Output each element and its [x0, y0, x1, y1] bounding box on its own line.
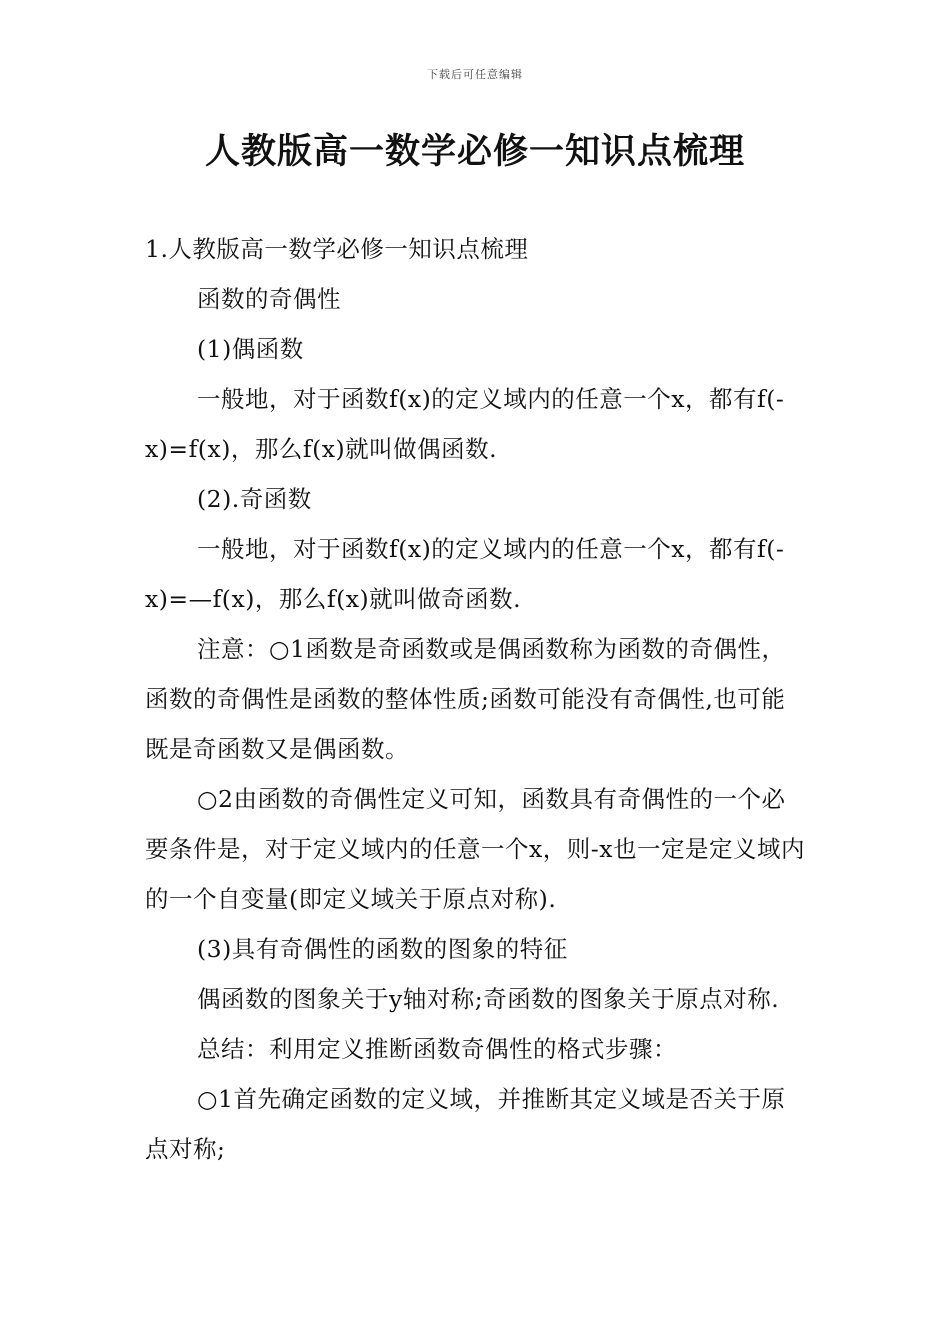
- paragraph: 总结：利用定义推断函数奇偶性的格式步骤：: [197, 1035, 677, 1063]
- paragraph: 偶函数的图象关于y轴对称;奇函数的图象关于原点对称.: [197, 985, 780, 1013]
- paragraph: 一般地，对于函数f(x)的定义域内的任意一个x，都有f(-x)=—f(x)，那么f(x)就叫做奇函数.: [145, 535, 785, 613]
- document-body: [145, 224, 807, 1174]
- paragraph: (2).奇函数: [197, 485, 312, 513]
- paragraph: (3)具有奇偶性的函数的图象的特征: [197, 935, 568, 963]
- paragraph: 注意：○1函数是奇函数或是偶函数称为函数的奇偶性，函数的奇偶性是函数的整体性质;函数可能没有奇偶性,也可能既是奇函数又是偶函数。: [145, 635, 786, 763]
- document-title: 人教版高一数学必修一知识点梳理: [204, 132, 745, 172]
- paragraph: ○1首先确定函数的定义域，并推断其定义域是否关于原点对称;: [145, 1085, 786, 1163]
- header-note: 下载后可任意编辑: [427, 68, 523, 81]
- paragraph: 函数的奇偶性: [197, 285, 341, 313]
- paragraph: (1)偶函数: [197, 335, 304, 363]
- paragraph: 一般地，对于函数f(x)的定义域内的任意一个x，都有f(-x)=f(x)，那么f(x)就叫做偶函数.: [145, 385, 785, 463]
- section-heading: 1.人教版高一数学必修一知识点梳理: [145, 235, 529, 263]
- paragraph: ○2由函数的奇偶性定义可知，函数具有奇偶性的一个必要条件是，对于定义域内的任意一个x，则-x也一定是定义域内的一个自变量(即定义域关于原点对称).: [145, 785, 805, 913]
